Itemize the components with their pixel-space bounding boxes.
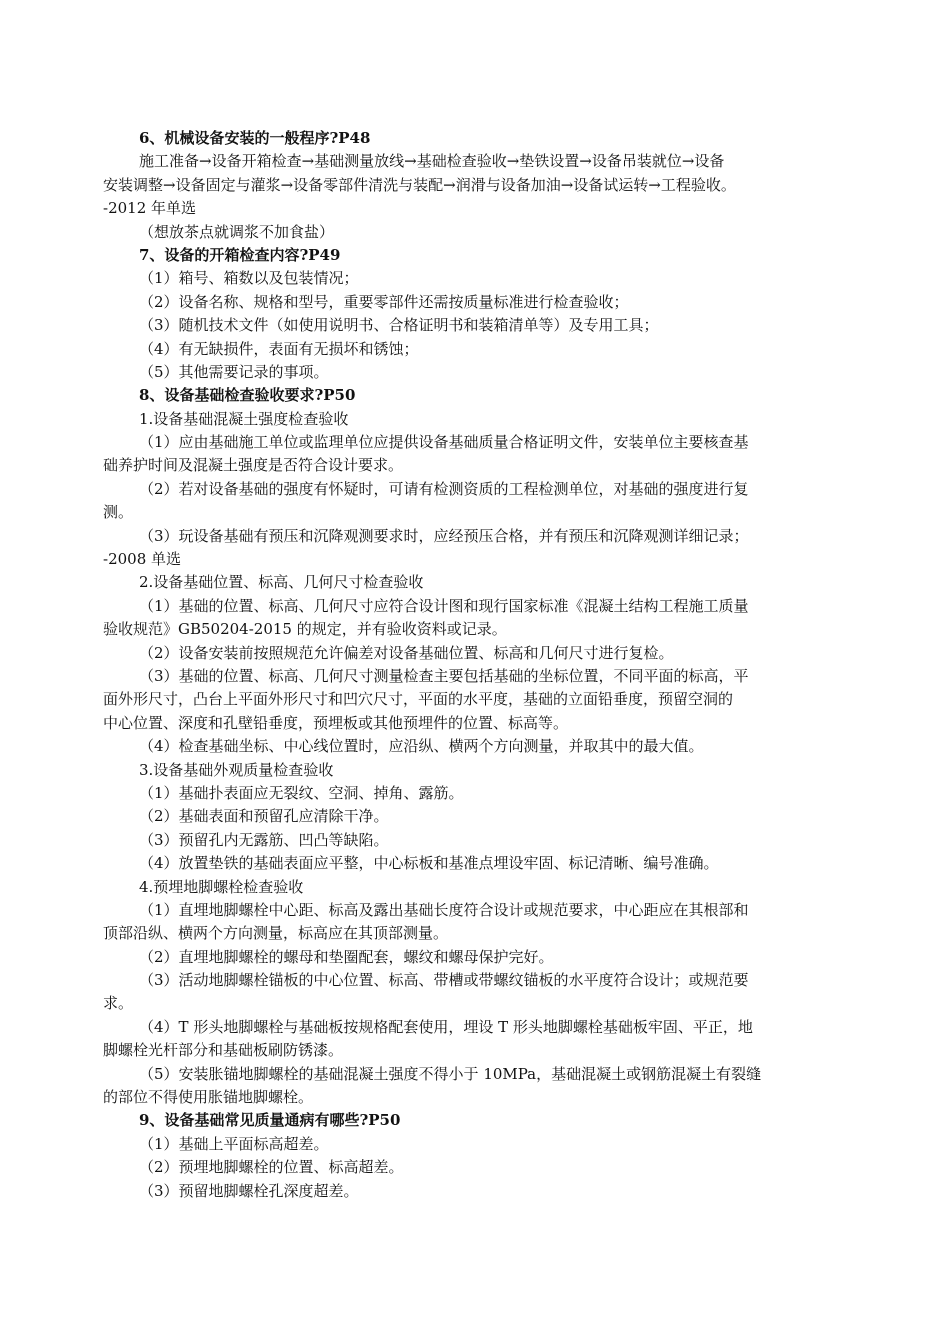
document-body: [103, 127, 851, 1203]
text-line: 2.设备基础位置、标高、几何尺寸检查验收: [139, 573, 424, 592]
text-line: （1）基础扑表面应无裂纹、空洞、掉角、露筋。: [139, 783, 464, 802]
text-line: （2）设备安装前按照规范允许偏差对设备基础位置、标高和几何尺寸进行复检。: [139, 643, 674, 662]
text-line: （1）基础的位置、标高、几何尺寸应符合设计图和现行国家标准《混凝土结构工程施工质量: [139, 596, 749, 615]
text-line: （2）直埋地脚螺栓的螺母和垫圈配套，螺纹和螺母保护完好。: [139, 947, 554, 966]
text-line: （1）直埋地脚螺栓中心距、标高及露出基础长度符合设计或规范要求，中心距应在其根部和: [139, 900, 749, 919]
text-line: （3）玩设备基础有预压和沉降观测要求时，应经预压合格，并有预压和沉降观测详细记录；: [139, 526, 749, 545]
text-line: -2012 年单选: [103, 199, 197, 218]
text-line: （3）活动地脚螺栓锚板的中心位置、标高、带槽或带螺纹锚板的水平度符合设计；或规范要: [139, 971, 749, 990]
text-line: （1）应由基础施工单位或监理单位应提供设备基础质量合格证明文件，安装单位主要核查基: [139, 433, 749, 452]
section-heading: 7、设备的开箱检查内容?P49: [139, 245, 341, 264]
text-line: 的部位不得使用胀锚地脚螺栓。: [103, 1088, 314, 1107]
text-line: 测。: [103, 503, 134, 522]
text-line: （4）放置垫铁的基础表面应平整，中心标板和基准点埋设牢固、标记清晰、编号准确。: [139, 854, 719, 873]
text-line: （4）有无缺损件，表面有无损坏和锈蚀；: [139, 339, 419, 358]
text-line: （4）检查基础坐标、中心线位置时，应沿纵、横两个方向测量，并取其中的最大值。: [139, 737, 704, 756]
text-line: 1.设备基础混凝土强度检查验收: [139, 409, 349, 428]
text-line: （3）随机技术文件（如使用说明书、合格证明书和装箱清单等）及专用工具；: [139, 316, 659, 335]
text-line: 4.预埋地脚螺栓检查验收: [139, 877, 304, 896]
text-line: （2）基础表面和预留孔应清除干净。: [139, 807, 389, 826]
text-line: （3）基础的位置、标高、几何尺寸测量检查主要包括基础的坐标位置，不同平面的标高，平: [139, 666, 749, 685]
text-line: 求。: [103, 994, 134, 1013]
text-line: 验收规范》GB50204-2015 的规定，并有验收资料或记录。: [103, 620, 507, 639]
text-line: （3）预留孔内无露筋、凹凸等缺陷。: [139, 830, 389, 849]
section-heading: 9、设备基础常见质量通病有哪些?P50: [139, 1111, 401, 1130]
text-line: （1）基础上平面标高超差。: [139, 1134, 329, 1153]
text-line: 脚螺栓光杆部分和基础板刷防锈漆。: [103, 1041, 344, 1060]
text-line: 础养护时间及混凝土强度是否符合设计要求。: [103, 456, 404, 475]
text-line: （5）安装胀锚地脚螺栓的基础混凝土强度不得小于 10MPa，基础混凝土或钢筋混凝土有裂缝: [139, 1064, 762, 1083]
text-line: （4）T 形头地脚螺栓与基础板按规格配套使用，埋设 T 形头地脚螺栓基础板牢固、平正，地: [139, 1017, 753, 1036]
section-heading: 6、机械设备安装的一般程序?P48: [139, 129, 371, 147]
text-line: （想放茶点就调浆不加食盐）: [139, 222, 335, 241]
text-line: 面外形尺寸，凸台上平面外形尺寸和凹穴尺寸，平面的水平度，基础的立面铅垂度，预留空洞的: [103, 690, 734, 709]
text-line: 中心位置、深度和孔壁铅垂度，预埋板或其他预埋件的位置、标高等。: [103, 713, 569, 732]
section-heading: 8、设备基础检查验收要求?P50: [139, 386, 356, 405]
text-line: 顶部沿纵、横两个方向测量，标高应在其顶部测量。: [103, 924, 449, 943]
text-line: （1）箱号、箱数以及包装情况；: [139, 269, 359, 288]
text-line: （2）设备名称、规格和型号，重要零部件还需按质量标准进行检查验收；: [139, 292, 629, 311]
text-line: 安装调整→设备固定与灌浆→设备零部件清洗与装配→润滑与设备加油→设备试运转→工程验收。: [103, 175, 736, 194]
text-line: （2）预埋地脚螺栓的位置、标高超差。: [139, 1158, 404, 1177]
text-line: （2）若对设备基础的强度有怀疑时，可请有检测资质的工程检测单位，对基础的强度进行复: [139, 479, 749, 498]
text-line: （5）其他需要记录的事项。: [139, 362, 329, 381]
text-line: （3）预留地脚螺栓孔深度超差。: [139, 1181, 359, 1200]
text-line: 施工准备→设备开箱检查→基础测量放线→基础检查验收→垫铁设置→设备吊装就位→设备: [139, 152, 725, 171]
text-line: 3.设备基础外观质量检查验收: [139, 760, 334, 779]
text-line: -2008 单选: [103, 550, 182, 569]
